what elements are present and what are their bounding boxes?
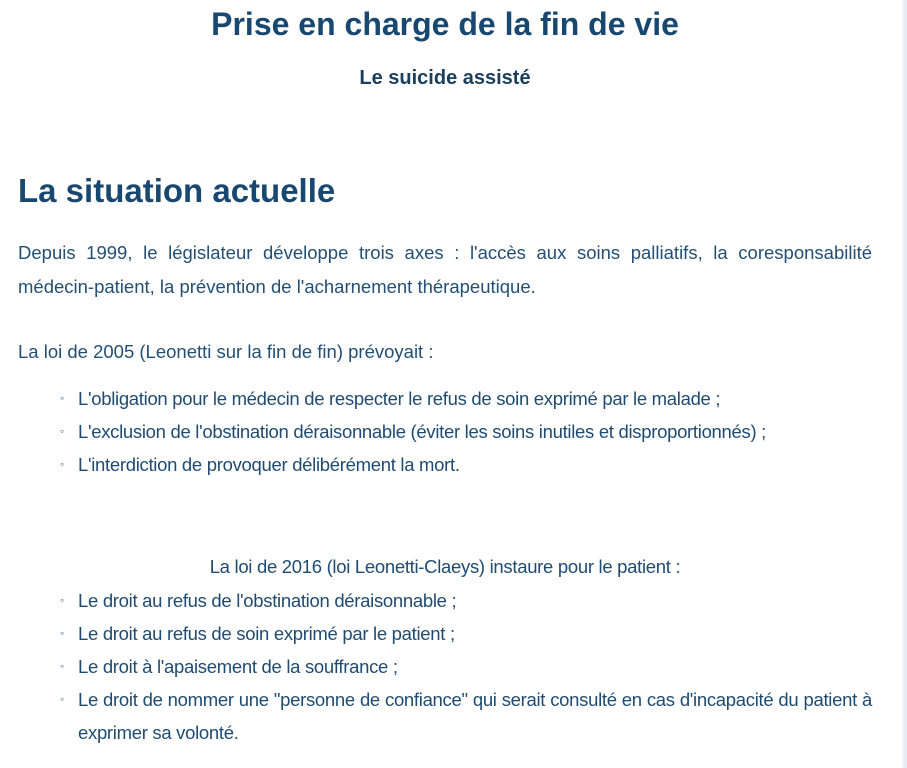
page-subtitle: Le suicide assisté: [359, 67, 531, 89]
list-item: [60, 448, 872, 481]
list-item: [60, 584, 872, 617]
list-item-text: Le droit de nommer une "personne de confiance" qui serait consulté en cas d'incapacité du patient à exprimer sa volonté.: [78, 689, 872, 743]
list-item-text: Le droit au refus de l'obstination déraisonnable ;: [78, 590, 457, 611]
list-item: [60, 683, 872, 749]
list-item-text: Le droit à l'apaisement de la souffrance ;: [78, 656, 398, 677]
list-item-text: L'interdiction de provoquer délibérément la mort.: [78, 454, 460, 475]
list-item: [60, 650, 872, 683]
bullet-icon: ◦: [60, 391, 64, 405]
intro-paragraph: Depuis 1999, le législateur développe trois axes : l'accès aux soins palliatifs, la coresponsabilité médecin-patient, la prévention de l'acharnement thérapeutique.: [18, 242, 872, 297]
list-item-text: L'exclusion de l'obstination déraisonnable (éviter les soins inutiles et disproportionnés) ;: [78, 421, 767, 442]
list-item: [60, 382, 872, 415]
loi-2005-intro: La loi de 2005 (Leonetti sur la fin de fin) prévoyait :: [18, 341, 434, 362]
bullet-icon: ◦: [60, 457, 64, 471]
scrollbar-edge[interactable]: [902, 0, 907, 768]
bullet-icon: ◦: [60, 626, 64, 640]
loi-2005-list: [60, 382, 872, 481]
loi-2016-list: [60, 584, 872, 749]
list-item: [60, 617, 872, 650]
bullet-icon: ◦: [60, 593, 64, 607]
bullet-icon: ◦: [60, 659, 64, 673]
page-title: Prise en charge de la fin de vie: [211, 6, 679, 42]
list-item: [60, 415, 872, 448]
loi-2016-intro: La loi de 2016 (loi Leonetti-Claeys) instaure pour le patient :: [209, 556, 681, 577]
bullet-icon: ◦: [60, 424, 64, 438]
bullet-icon: ◦: [60, 692, 64, 706]
list-item-text: L'obligation pour le médecin de respecter le refus de soin exprimé par le malade ;: [78, 388, 721, 409]
section-title: La situation actuelle: [18, 172, 336, 209]
list-item-text: Le droit au refus de soin exprimé par le patient ;: [78, 623, 455, 644]
